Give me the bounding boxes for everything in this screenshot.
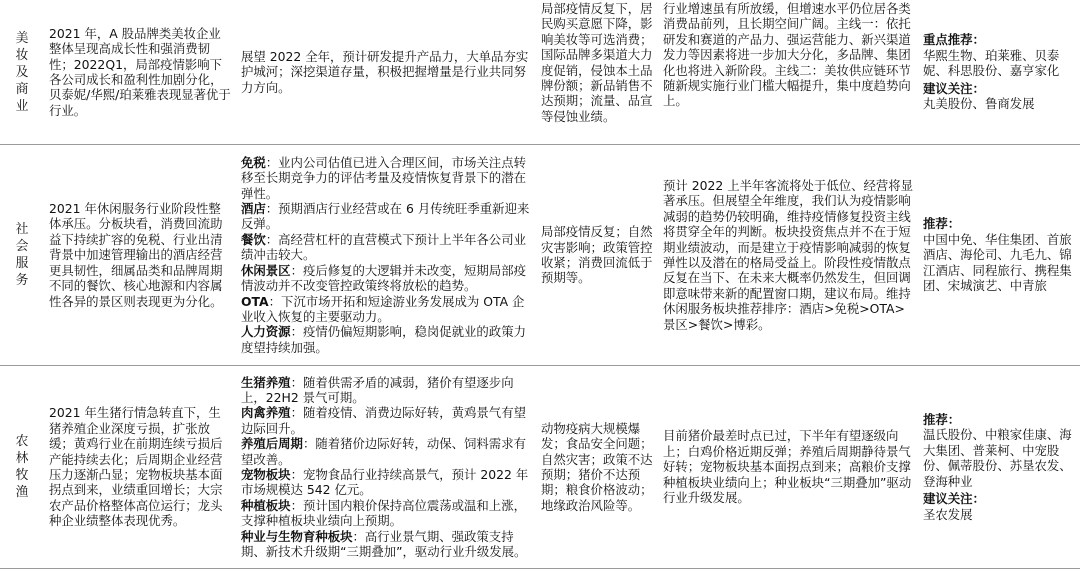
outlook-item: 种业与生物育种板块：高行业景气期、强政策支持期、新技术升级期“三期叠加”，驱动行业升级发展。 [241,528,527,560]
risk-cell: 局部疫情反复；自然灾害影响；政策管控收紧；消费回流低于预期等。 [536,145,658,366]
industry-cell: 农 林 牧 渔 [0,366,44,569]
table-row [0,0,1080,145]
industry-cell: 社 会 服 务 [0,145,44,366]
outlook-item: 休闲景区：疫后修复的大逻辑并未改变，短期局部疫情波动并不改变管控政策终将放松的趋势。 [241,262,526,294]
table-row [0,366,1080,569]
outlook-cell [236,145,536,366]
strategy-cell: 预计 2022 上半年客流将处于低位、经营将显著承压。但展望全年维度，我们认为疫情影响减弱的趋势仍较明确，维持疫情修复投资主线将贯穿全年的判断。板块投资焦点并不在于短期业绩波动，而是建立于疫情影响减弱的恢复弹性以及潜在的格局受益上。阶段性疫情散点反复在当下、在未来大概率仍然发生，但回调即意味带来新的配置窗口期，建议布局。维持休闲服务板块推荐排序：酒店>免税>OTA>景区>餐饮>博彩。 [658,145,918,366]
outlook-item: 肉禽养殖：随着疫情、消费边际好转，黄鸡景气有望边际回升。 [241,405,526,436]
outlook-item: 养殖后周期：随着猪价边际好转，动保、饲料需求有望改善。 [241,436,526,467]
outlook-item: 人力资源：疫情仍偏短期影响，稳岗促就业的政策力度望持续加强。 [241,324,526,355]
outlook-item: 生猪养殖：随着供需矛盾的减弱，猪价有望逐步向上，22H2 景气可期。 [241,374,514,405]
table-row [0,145,1080,366]
review-cell: 2021 年生猪行情急转直下，生猪养殖企业深度亏损，扩张放缓；黄鸡行业在前期连续亏损后产能持续去化；后周期企业经营压力逐渐凸显；宠物板块基本面拐点到来，业绩重回增长；大宗农产品价格整体高位运行；龙头种企业绩整体表现优秀。 [44,366,236,569]
recommendation-cell [918,145,1080,366]
rec-label: 推荐： [923,216,961,232]
rec-stocks: 中国中免、华住集团、首旅酒店、海伦司、九毛九、锦江酒店、同程旅行、携程集团、宋城演艺、中青旅 [923,231,1072,294]
outlook-item: 种植板块：预计国内粮价保持高位震荡或温和上涨，支撑种植板块业绩向上预期。 [241,497,526,529]
risk-cell: 动物疫病大规模爆发；食品安全问题；自然灾害；政策不达预期；猪价不达预期；粮食价格波动；地缘政治风险等。 [536,366,658,569]
review-cell: 2021 年休闲服务行业阶段性整体承压。分板块看，消费回流助益下持续扩容的免税、行业出清背景中加速管理输出的酒店经营更具韧性，细属品类和品牌周期不同的餐饮、核心地源和内容属性各异的景区则表现更为分化。 [44,145,236,366]
review-cell: 2021 年，A 股品牌类美妆企业整体呈现高成长性和强消费韧性；2022Q1，局部疫情影响下各公司成长和盈利性加剧分化，贝泰妮/华熙/珀莱雅表现显著优于行业。 [44,0,236,145]
rec-stocks: 华熙生物、珀莱雅、贝泰妮、科思股份、嘉亨家化 [923,47,1060,79]
risk-cell: 局部疫情反复下，居民购买意愿下降，影响美妆等可选消费；国际品牌多渠道大力度促销，侵蚀本土品牌份额；新品销售不达预期；流量、品宣等侵蚀业绩。 [536,0,658,145]
outlook-cell [236,366,536,569]
outlook-cell: 展望 2022 全年，预计研发提升产品力，大单品夯实护城河；深挖渠道存量，积极把握增量是行业共同努力方向。 [236,0,536,145]
strategy-cell: 目前猪价最差时点已过，下半年有望逐级向上；白鸡价格近期反弹；养殖后周期静待景气好转；宠物板块基本面拐点到来；高粮价支撑种植板块业绩向上；种业板块“三期叠加”驱动行业升级发展。 [658,366,918,569]
outlook-item: OTA：下沉市场开拓和短途游业务发展成为 OTA 企业收入恢复的主要驱动力。 [241,293,525,324]
rec-label: 建议关注： [923,491,985,507]
recommendation-cell [918,0,1080,145]
rec-label: 重点推荐： [923,32,985,48]
industry-cell: 美 妆 及 商 业 [0,0,44,145]
outlook-item: 酒店：预期酒店行业经营或在 6 月传统旺季重新迎来反弹。 [241,201,530,232]
outlook-item: 免税：业内公司估值已进入合理区间，市场关注点转移至长期竞争力的评估考量及疫情恢复背景下的潜在弹性。 [241,154,526,201]
strategy-cell: 行业增速虽有所放缓，但增速水平仍位居各类消费品前列，且长期空间广阔。主线一：依托研发和赛道的产品力、强运营能力、新兴渠道发力等因素将进一步加大分化，多品牌、集团化也将进入新阶段。主线二：美妆供应链环节随新规实施行业门槛大幅提升，集中度趋势向上。 [658,0,918,145]
rec-stocks: 圣农发展 [923,506,973,522]
rec-label: 推荐： [923,412,961,428]
outlook-item: 餐饮：高经营杠杆的直营模式下预计上半年各公司业绩冲击较大。 [241,231,526,263]
rec-label: 建议关注： [923,80,985,96]
rec-stocks: 丸美股份、鲁商发展 [923,96,1035,112]
rec-stocks: 温氏股份、中粮家佳康、海大集团、普莱柯、中宠股份、佩蒂股份、苏垦农发、登海种业 [923,427,1072,489]
recommendation-cell [918,366,1080,569]
outlook-item: 宠物板块：宠物食品行业持续高景气，预计 2022 年市场规模达 542 亿元。 [241,467,529,498]
